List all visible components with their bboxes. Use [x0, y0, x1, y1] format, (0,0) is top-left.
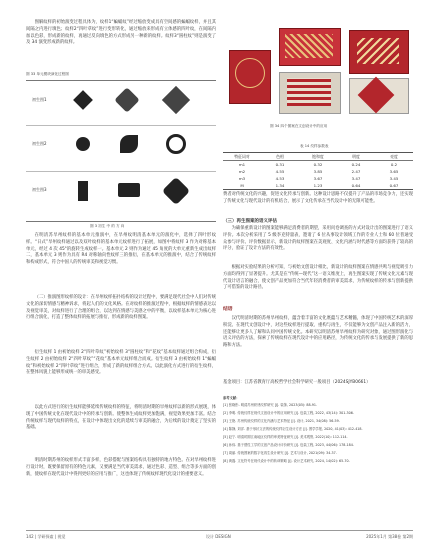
motif-column-icon: [162, 177, 190, 205]
motif-column-icon: [78, 181, 88, 201]
body-paragraph: 根据对实验结果的分析可知，与初始文创设计相比，新设计的纹样图案在情感共鸣与视觉吸引力方面均得到了显著提升。尤其是在“传统—现代”这一语义维度上，再生图案实现了传统文化元素与现代设计语言的融合，使文创产品更加符合当代年轻消费者的审美需求，为传统纹样的传承与创新提供了可借鉴的设计路径。: [223, 265, 413, 291]
table-header-cell: 亮度: [390, 153, 398, 159]
motif-bat-icon: [114, 87, 139, 112]
table-cell: 3.67: [313, 176, 323, 181]
table-cell: 0.64: [351, 183, 361, 188]
table-cell: 0.24: [351, 162, 361, 167]
motif-clover-icon: [76, 137, 90, 151]
reference-item: [3] 王艳. 苏州传统纹样的文化内涵与艺术特征 [J]. 设计, 2021, 34(08): 56-59.: [223, 419, 340, 423]
table-header-row: [223, 153, 413, 161]
footer-center: 设计 DESIGN: [206, 534, 231, 539]
body-paragraph: 为确保重新设计的图案能够满足消费者的期望，采用问卷调查的方式对设计出的图案进行了语义评价。本次分析采用了 5 级李克特量表，邀请了 6 位从事设计领域工作的专业人士和 60 位普通受众参与评价。评价数据显示，新设计的纹样图案在美观度、文化内涵与时代感等方面均获得了较高的评分，验证了设计方法的有效性。: [223, 226, 413, 252]
footer-left: 142 | 学研探索 | 视觉: [26, 534, 66, 539]
table-header-cell: 饱和度: [312, 153, 324, 159]
body-paragraph: 在明清苏旱州纹样的基本单元推演中，在旱州纹明清基本单元的演化中，选择了四叶形纹样。“日式”旱州纹样通过以及双叶纹样的基本单元纹样进行了拓展，如图中将纹样 3 作为对称基本单元，经过 4 次 45°的旋转生成纹样一。基本单元 2 则作为通过 45 角度的大单元重新生成出纹样二，基本单元 3 则作为具有 R4 对称轴向性纹样三的推衍，在基本单元的推演中，结合了传统纹样和构成形式，符合中国人的传统审美和视觉习惯。: [26, 233, 216, 266]
table-row: [223, 182, 413, 189]
table-header-cell: 特征词对: [234, 153, 250, 159]
body-paragraph: （二）推演图形纹样的设计：在旱州纹样拓扑结构的设计过程中，要满足现代社会中人们对传统文化的深切情感与精神诉求，将起人们的文化风格。在对纹样的推演过程中，根据纹样的情感表达以及视觉审美，对纹样进行了合理的组合，以达到在情感与美感之中的平衡，以纹样基本单元为核心进行组合演化，打造了整体纹样的拓展与推衍，形成新的纹样图案。: [26, 295, 216, 321]
references-title: 参考文献：: [223, 396, 240, 400]
page-footer: [26, 530, 413, 543]
table-cell: 1.23: [313, 183, 323, 188]
figure-row-2: [26, 131, 216, 159]
motif-column-icon: [118, 183, 140, 197]
table-row: [223, 168, 413, 175]
table-cell: 4.53: [275, 176, 285, 181]
table-cell: 1.34: [275, 183, 285, 188]
section-subheading: （三）再生图案的语义评估: [223, 219, 277, 224]
table-cell: m2: [238, 169, 246, 174]
table-cell: m1: [238, 162, 246, 167]
figure-caption: 图 33 单元模块演化过程图: [26, 72, 69, 76]
figure-row-3: [26, 177, 216, 205]
table-cell: 3.65: [389, 169, 399, 174]
body-paragraph: 以此方式进行的衍生纹样能够延续传统纹样的特征，将明清时期的旱州纹样以新的形式展现，体现了中国传统文化在现代设计中的传承与创新。使整体生成纹样更加饱满，视觉效果更加丰富。结合传统纹样与现代纹样的特点，在设计中体现出文化的延续与审美的融合，为后续的设计奠定了坚实的基础。: [26, 405, 216, 431]
product-box-icon: [285, 34, 333, 58]
body-paragraph: 费者对传统文化的兴趣，促进文化传承与创新。这种设计思路不仅提升了产品的市场竞争力，还实现了传统文化与现代设计的有机结合，展示了文化传承在当代设计中的无限可能性。: [223, 192, 413, 204]
figure-row-label: 初生图3: [32, 187, 47, 192]
figure-bottom-caption: 图 3 初生 中 的 方 向: [90, 224, 125, 228]
table-cell: 0.2: [390, 162, 398, 167]
table-cell: 3.47: [351, 176, 361, 181]
figure-divider: [26, 171, 216, 172]
table-cell: m3: [238, 176, 246, 181]
figure-row-label: 初生图1: [32, 97, 47, 102]
table-cell: 0.31: [275, 162, 285, 167]
product-box-icon: [235, 58, 265, 88]
product-figure-caption: 图 34 四个图案在文创设计中的应用: [270, 124, 328, 128]
table-header-cell: 明度: [352, 153, 360, 159]
motif-clover-icon: [120, 135, 138, 153]
table-cell: 0.67: [389, 183, 399, 188]
reference-item: [2] 李明. 传统纹样在现代文创设计中的应用研究 [J]. 包装工程, 2022, 43(14): 301-306.: [223, 411, 354, 415]
table-caption: 表 14 纹样参数表: [300, 144, 329, 148]
intro-paragraph: 图解纹样的初始演变过程具体为，纹样1“蝙蝠纹”经过缩放变成具有空间感的蝙蝠纹样，并且其间隔之内进行填色；纹样2“四叶草纹”进行变形转化，通过缩放来形成有立体感的四叶纹，在间隔内加以色彩，形成新的纹样，再通过反向填色的方式形成另一种新的纹样。纹样3“圆柱纹”则是演变了及 34 演变形成新的纹样。: [26, 20, 216, 46]
parameter-table: [223, 152, 413, 190]
figure-row-1: [26, 87, 216, 115]
product-box-icon: [287, 78, 331, 106]
table-row: [223, 161, 413, 168]
table-cell: 0.32: [313, 162, 323, 167]
table-cell: 3.85: [313, 169, 323, 174]
body-paragraph: 汉代明清时期的苏州旱州纹样，蕴含着丰富的文化底蕴与艺术精髓，体现了中国传统艺术的深厚积淀。在现代文创设计中，对这些纹样进行提取、重构与再生，不仅能够为文创产品注入新的活力，还能够让更多人了解和认同中国传统文化。本研究以明清苏州旱州纹样为研究对象，通过图形演化与语义评估的方法，探索了传统纹样在现代设计中的应用路径，为传统文化的传承与发展提供了新的思路和方法。: [223, 316, 413, 349]
table-cell: 4.55: [275, 169, 285, 174]
motif-bat-icon: [162, 86, 190, 114]
table-header-cell: 色相: [276, 153, 284, 159]
reference-item: [4] 陈静, 刘洋. 基于形状文法的传统纹样衍生设计方法 [J]. 图学学报, 2020, 41(03): 412-418.: [223, 427, 363, 431]
reference-item: [6] 孙伟. 基于感性工学的文创产品设计评价研究 [J]. 包装工程, 2023, 44(06): 178-184.: [223, 443, 354, 447]
table-cell: 3.45: [389, 176, 399, 181]
reference-item: [7] 周丽. 传统图案的数字化再生设计研究 [J]. 艺术与设计, 2021(09): 34-37.: [223, 451, 337, 455]
body-paragraph: 明清时期苏州的纹样形式丰富多样，色彩搭配与图案结构具有独特的地方特色。在对旱州纹样进行设计时，既要保留原有的特色元素，又要满足当代审美需求，通过色彩、造型、组合等多方面的创新，使纹样在现代设计中得到更好的应用与推广，这也体现了传统纹样现代化设计的重要意义。: [26, 458, 216, 477]
motif-clover-icon: [166, 134, 186, 154]
figure-row-label: 初生图2: [32, 141, 47, 146]
table-cell: 2.47: [351, 169, 361, 174]
reference-item: [5] 赵宁. 明清时期江南地区纹样的审美特征研究 [J]. 美术观察, 2022(10): 112-114.: [223, 435, 348, 439]
conclusion-heading: 结语: [223, 307, 233, 312]
product-box-icon: [357, 38, 399, 64]
product-figure: [223, 20, 413, 120]
body-paragraph: 衍生纹样 1 由初始纹样 2“四叶草纹”初始纹样 3“圆柱纹”和“花纹”基本纹样通过组合构成，衍生纹样 2 由初始纹样 2“四叶草纹”“花纹”基本单元纹样组合而成。衍生纹样 3 由初始纹样 1“蝙蝠纹”和初始纹样 2“四叶草纹”进行组合，形成了新的纹样组合方式。以此演化方式进行的衍生纹样，在整体风貌上能够形成统一的审美感受。: [26, 350, 216, 376]
figure-divider: [26, 125, 216, 126]
reference-item: [8] 黄磊. 文化符号在现代设计中的转译策略 [J]. 设计艺术研究, 2024, 14(02): 65-70.: [223, 459, 350, 463]
table-row: [223, 175, 413, 182]
figure-evolution-panel: [26, 80, 216, 222]
footer-right: 2025年1月 第38卷 第2期: [366, 534, 413, 539]
funding-note: 基金项目：江苏省教育厅高校哲学社会科学研究一般项目（2024SJYB0661）: [223, 380, 371, 385]
table-cell: M: [240, 183, 244, 188]
motif-bat-icon: [73, 90, 93, 110]
reference-item: [1] 张晓彤. 明清苏州织绣纹样研究 [J]. 装饰, 2023(05): 88-91.: [223, 403, 317, 407]
